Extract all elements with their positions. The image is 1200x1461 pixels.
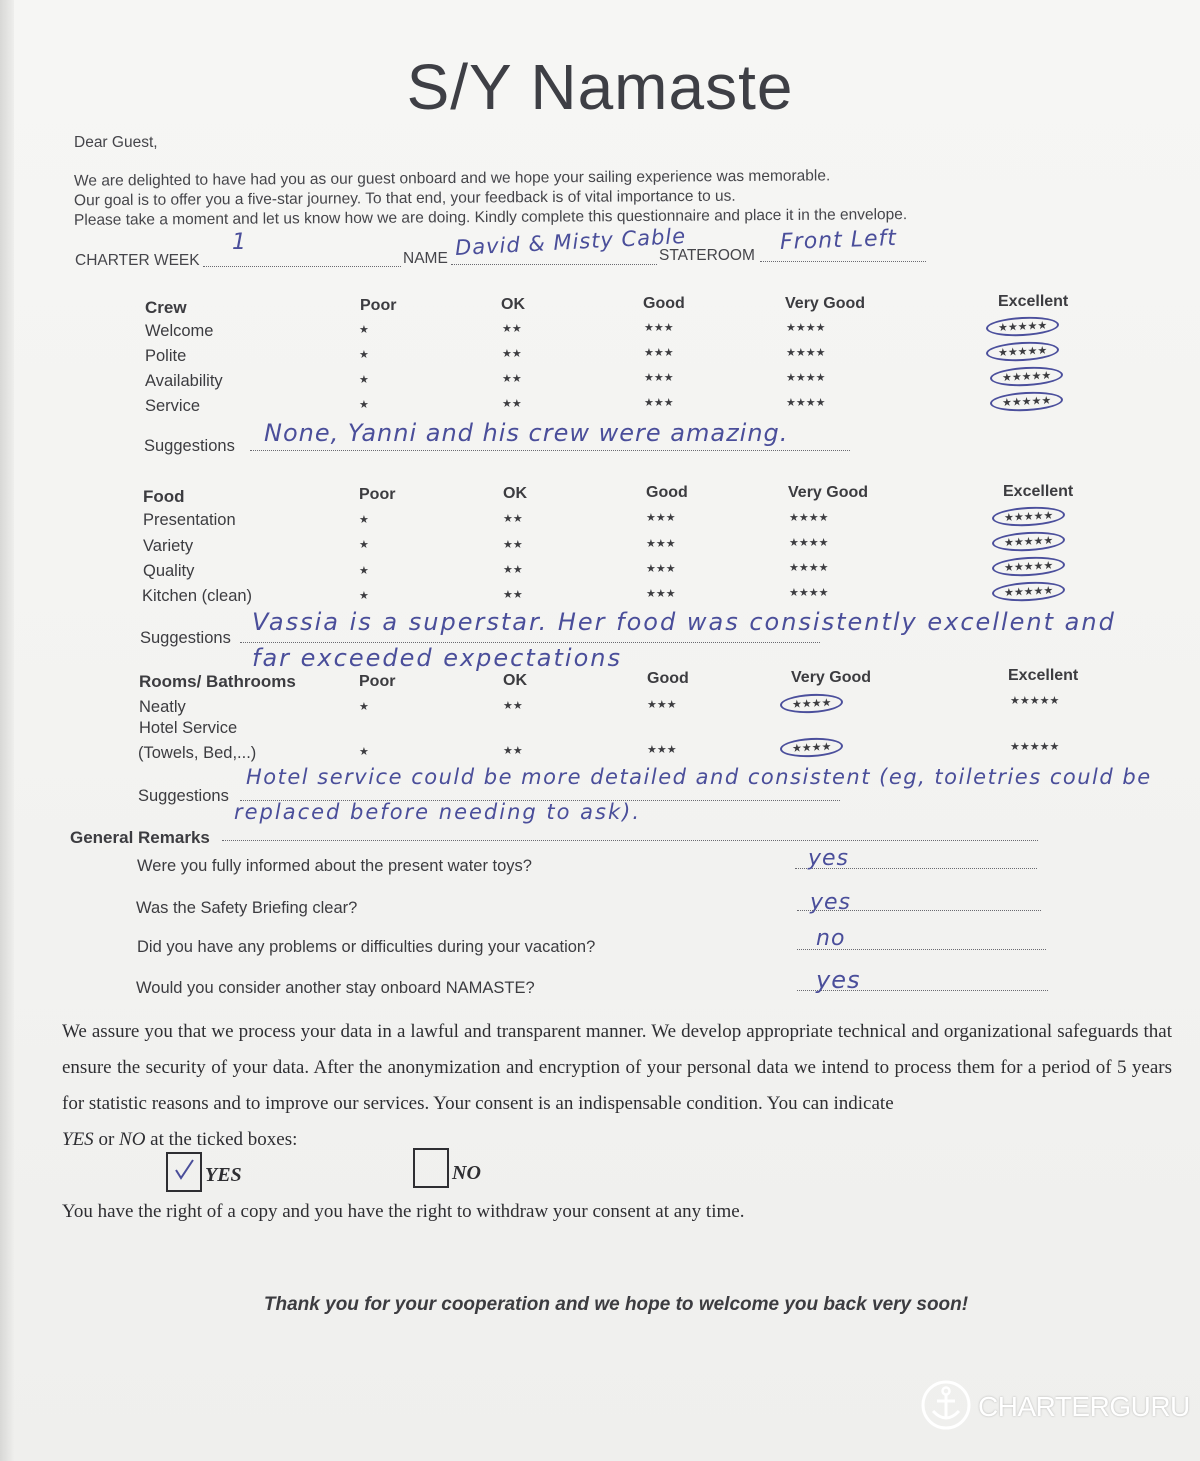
food-variety-ok[interactable]: ★★ — [503, 538, 523, 551]
crew-polite-very-good[interactable]: ★★★★ — [786, 346, 826, 359]
answer-another-stay[interactable]: yes — [816, 966, 861, 994]
anchor-icon — [920, 1379, 972, 1431]
crew-polite-poor[interactable]: ★ — [359, 348, 369, 361]
consent-indicate-or: or — [98, 1129, 115, 1150]
charter-week-line — [203, 266, 401, 267]
consent-paragraph: We assure you that we process your data in a lawful and transparent manner. We develop appropriate technical and organizational safeguards that ensure the security of your data. After the anonymization and encryption of your personal data we intend to process them for a period of 5 years for statistic reasons and to improve our services. Your consent is an indispensable condition. You can indicate — [62, 1021, 1172, 1114]
watermark-text: CHARTERGURU — [978, 1391, 1190, 1422]
intro-line-2: Our goal is to offer you a five-star journey. To that end, your feedback is of vital importance to us. — [73, 187, 736, 210]
general-remarks-line — [222, 840, 1038, 841]
general-remarks-heading: General Remarks — [70, 828, 210, 847]
intro-line-3: Please take a moment and let us know how we are doing. Kindly complete this questionnaire and place it in the envelope. — [73, 206, 908, 229]
rooms-heading: Rooms/ Bathrooms — [139, 672, 296, 691]
food-quality-excellent[interactable]: ★★★★★ — [992, 555, 1066, 578]
food-suggestions-text-1[interactable]: Vassia is a superstar. Her food was consistently excellent and — [252, 608, 1116, 636]
consent-yes-label: YES — [205, 1164, 242, 1186]
crew-suggestions-label: Suggestions — [144, 437, 235, 455]
stateroom-value[interactable]: Front Left — [779, 225, 898, 256]
rooms-col-poor: Poor — [359, 673, 396, 690]
crew-availability-excellent[interactable]: ★★★★★ — [990, 365, 1064, 388]
food-variety-poor[interactable]: ★ — [359, 538, 369, 551]
food-quality-poor[interactable]: ★ — [359, 564, 369, 577]
crew-suggestions-line — [250, 450, 850, 451]
question-problems: Did you have any problems or difficulties during your vacation? — [137, 938, 596, 956]
charter-week-value[interactable]: 1 — [232, 230, 247, 255]
rooms-hotel-excellent[interactable]: ★★★★★ — [1010, 740, 1060, 753]
crew-service-good[interactable]: ★★★ — [644, 396, 674, 409]
rooms-suggestions-label: Suggestions — [138, 787, 229, 805]
col-good: Good — [643, 295, 685, 312]
stateroom-line — [760, 261, 926, 262]
crew-welcome-excellent[interactable]: ★★★★★ — [986, 315, 1060, 338]
rooms-row-neatly: Neatly — [139, 698, 186, 716]
col-ok: OK — [501, 296, 525, 313]
consent-indicate-tail: at the ticked boxes: — [150, 1129, 298, 1150]
crew-welcome-ok[interactable]: ★★ — [502, 322, 522, 335]
food-heading: Food — [143, 487, 185, 506]
consent-indicate-yes: YES — [62, 1129, 94, 1150]
food-presentation-excellent[interactable]: ★★★★★ — [992, 505, 1066, 528]
crew-availability-poor[interactable]: ★ — [359, 373, 369, 386]
food-row-quality: Quality — [143, 562, 195, 580]
food-row-presentation: Presentation — [143, 511, 236, 529]
crew-service-poor[interactable]: ★ — [359, 398, 369, 411]
crew-heading: Crew — [145, 298, 187, 317]
crew-availability-very-good[interactable]: ★★★★ — [786, 371, 826, 384]
food-col-very-good: Very Good — [788, 484, 869, 501]
rooms-neatly-very-good[interactable]: ★★★★ — [780, 692, 844, 714]
page-title: S/Y Namaste — [406, 51, 794, 123]
crew-row-polite: Polite — [145, 347, 187, 365]
name-line — [451, 264, 657, 265]
name-label: NAME — [403, 250, 448, 267]
page-edge-shadow — [0, 0, 14, 1461]
rooms-hotel-very-good[interactable]: ★★★★ — [780, 736, 844, 758]
crew-service-very-good[interactable]: ★★★★ — [786, 396, 826, 409]
consent-rights: You have the right of a copy and you have the right to withdraw your consent at any time. — [62, 1201, 745, 1222]
food-suggestions-text-2[interactable]: far exceeded expectations — [252, 644, 622, 672]
food-kitchen-very-good[interactable]: ★★★★ — [789, 586, 829, 599]
crew-row-welcome: Welcome — [145, 322, 214, 340]
food-suggestions-label: Suggestions — [140, 629, 231, 647]
rooms-neatly-excellent[interactable]: ★★★★★ — [1010, 694, 1060, 707]
answer-safety-briefing[interactable]: yes — [810, 890, 852, 915]
intro-line-1: We are delighted to have had you as our guest onboard and we hope your sailing experience was memorable. — [73, 167, 831, 190]
food-variety-excellent[interactable]: ★★★★★ — [992, 530, 1066, 553]
rooms-suggestions-text-1[interactable]: Hotel service could be more detailed and consistent (eg, toiletries could be — [246, 765, 1152, 789]
food-col-good: Good — [646, 484, 688, 501]
food-quality-good[interactable]: ★★★ — [646, 562, 676, 575]
food-col-ok: OK — [503, 485, 527, 502]
question-another-stay: Would you consider another stay onboard NAMASTE? — [136, 979, 535, 997]
col-poor: Poor — [360, 297, 397, 314]
question-water-toys: Were you fully informed about the present water toys? — [137, 857, 532, 875]
answer-water-toys[interactable]: yes — [808, 846, 850, 871]
rooms-hotel-good[interactable]: ★★★ — [647, 743, 677, 756]
check-mark-icon — [168, 1154, 200, 1190]
food-col-excellent: Excellent — [1003, 483, 1074, 500]
charterguru-watermark — [920, 1377, 1190, 1433]
crew-row-service: Service — [145, 397, 201, 415]
rooms-hotel-ok[interactable]: ★★ — [503, 744, 523, 757]
food-suggestions-line — [240, 642, 820, 643]
stateroom-label: STATEROOM — [659, 247, 755, 264]
crew-service-excellent[interactable]: ★★★★★ — [990, 390, 1064, 413]
rooms-neatly-ok[interactable]: ★★ — [503, 699, 523, 712]
crew-polite-excellent[interactable]: ★★★★★ — [986, 340, 1060, 363]
rooms-col-good: Good — [647, 670, 689, 687]
crew-service-ok[interactable]: ★★ — [502, 397, 522, 410]
food-presentation-good[interactable]: ★★★ — [646, 511, 676, 524]
crew-availability-good[interactable]: ★★★ — [644, 371, 674, 384]
thank-you-note: Thank you for your cooperation and we hope to welcome you back very soon! — [263, 1294, 969, 1315]
question-safety-briefing: Was the Safety Briefing clear? — [136, 899, 358, 917]
crew-polite-ok[interactable]: ★★ — [502, 347, 522, 360]
rooms-neatly-poor[interactable]: ★ — [359, 700, 369, 713]
food-presentation-poor[interactable]: ★ — [359, 513, 369, 526]
crew-welcome-very-good[interactable]: ★★★★ — [786, 321, 826, 334]
rooms-neatly-good[interactable]: ★★★ — [647, 698, 677, 711]
crew-row-availability: Availability — [145, 372, 223, 390]
charter-week-label: CHARTER WEEK — [75, 252, 200, 269]
food-row-kitchen: Kitchen (clean) — [142, 587, 253, 605]
crew-welcome-poor[interactable]: ★ — [359, 323, 369, 336]
name-value[interactable]: David & Misty Cable — [454, 223, 687, 261]
food-variety-very-good[interactable]: ★★★★ — [789, 536, 829, 549]
food-presentation-ok[interactable]: ★★ — [503, 512, 523, 525]
food-quality-ok[interactable]: ★★ — [503, 563, 523, 576]
crew-availability-ok[interactable]: ★★ — [502, 372, 522, 385]
food-col-poor: Poor — [359, 486, 396, 503]
rooms-col-excellent: Excellent — [1008, 667, 1079, 684]
rooms-row-hotel-service-detail: (Towels, Bed,...) — [138, 744, 257, 762]
food-variety-good[interactable]: ★★★ — [646, 537, 676, 550]
consent-no-label: NO — [452, 1162, 481, 1184]
food-kitchen-good[interactable]: ★★★ — [646, 587, 676, 600]
crew-welcome-good[interactable]: ★★★ — [644, 321, 674, 334]
rooms-suggestions-text-2[interactable]: replaced before needing to ask). — [234, 800, 642, 824]
col-excellent: Excellent — [998, 293, 1069, 310]
consent-indicate-no: NO — [119, 1129, 146, 1150]
consent-no-checkbox[interactable] — [413, 1148, 449, 1188]
food-kitchen-excellent[interactable]: ★★★★★ — [992, 580, 1066, 603]
rooms-col-very-good: Very Good — [791, 669, 872, 686]
greeting: Dear Guest, — [74, 134, 158, 151]
rooms-col-ok: OK — [503, 672, 527, 689]
answer-problems[interactable]: no — [816, 926, 846, 951]
crew-suggestions-text[interactable]: None, Yanni and his crew were amazing. — [264, 419, 789, 447]
food-kitchen-poor[interactable]: ★ — [359, 589, 369, 602]
food-presentation-very-good[interactable]: ★★★★ — [789, 511, 829, 524]
rooms-row-hotel-service: Hotel Service — [139, 719, 238, 737]
crew-polite-good[interactable]: ★★★ — [644, 346, 674, 359]
consent-yes-checkbox[interactable] — [166, 1152, 202, 1192]
food-row-variety: Variety — [143, 537, 194, 555]
food-kitchen-ok[interactable]: ★★ — [503, 588, 523, 601]
food-quality-very-good[interactable]: ★★★★ — [789, 561, 829, 574]
col-very-good: Very Good — [785, 295, 866, 312]
rooms-hotel-poor[interactable]: ★ — [359, 745, 369, 758]
